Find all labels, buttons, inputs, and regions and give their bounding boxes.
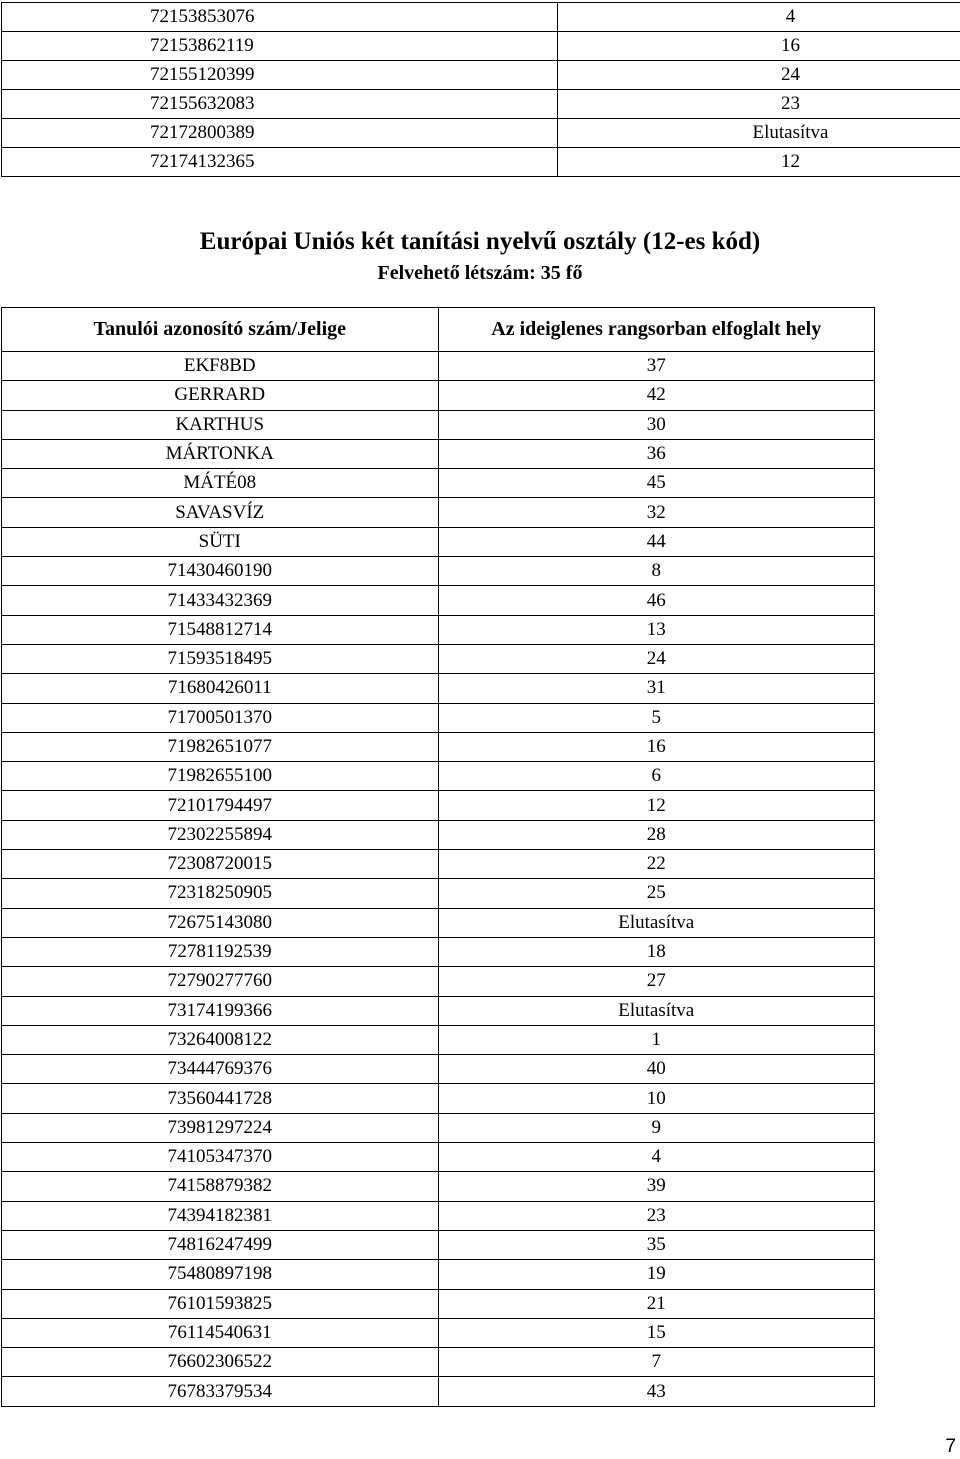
rank-cell: 4	[438, 1143, 875, 1172]
rank-cell: 45	[438, 469, 875, 498]
header-id-cell: Tanulói azonosító szám/Jelige	[2, 308, 439, 352]
student-id-cell: 72155632083	[2, 90, 558, 119]
student-id-cell: 72153853076	[2, 3, 558, 32]
rank-cell: 23	[438, 1201, 875, 1230]
student-id-cell: 74105347370	[2, 1143, 439, 1172]
rank-cell: 40	[438, 1055, 875, 1084]
student-id-cell: 71430460190	[2, 557, 439, 586]
table-row	[2, 908, 875, 937]
student-id-cell: SÜTI	[2, 527, 439, 556]
student-id-cell: 72308720015	[2, 850, 439, 879]
main-ranking-table	[1, 307, 875, 1407]
rank-cell: 8	[438, 557, 875, 586]
rank-cell: 21	[438, 1289, 875, 1318]
student-id-cell: 71433432369	[2, 586, 439, 615]
table-row	[2, 1230, 875, 1259]
rank-cell: 19	[438, 1260, 875, 1289]
student-id-cell: 73174199366	[2, 996, 439, 1025]
rank-cell: 18	[438, 937, 875, 966]
rank-cell: 43	[438, 1377, 875, 1406]
rank-cell: 39	[438, 1172, 875, 1201]
student-id-cell: 71680426011	[2, 674, 439, 703]
rank-cell: 25	[438, 879, 875, 908]
table-row	[2, 1113, 875, 1142]
top-ranking-table	[1, 2, 960, 177]
rank-cell: 27	[438, 967, 875, 996]
student-id-cell: 72675143080	[2, 908, 439, 937]
table-row	[2, 527, 875, 556]
rank-cell: 6	[438, 762, 875, 791]
section-subtitle: Felvehető létszám: 35 fő	[377, 262, 583, 284]
table-row	[2, 967, 875, 996]
rank-cell: 31	[438, 674, 875, 703]
table-row	[2, 1143, 875, 1172]
table-row	[2, 32, 960, 61]
rank-cell: 9	[438, 1113, 875, 1142]
table-row	[2, 410, 875, 439]
student-id-cell: 76114540631	[2, 1318, 439, 1347]
rank-cell: 30	[438, 410, 875, 439]
student-id-cell: 74158879382	[2, 1172, 439, 1201]
table-row	[2, 1172, 875, 1201]
main-table-header	[2, 308, 875, 352]
table-row	[2, 850, 875, 879]
rank-cell: 37	[438, 352, 875, 381]
header-row	[2, 308, 875, 352]
student-id-cell: 73264008122	[2, 1025, 439, 1054]
rank-cell: 12	[438, 791, 875, 820]
rank-cell: 42	[438, 381, 875, 410]
student-id-cell: 74394182381	[2, 1201, 439, 1230]
student-id-cell: 71982651077	[2, 732, 439, 761]
table-row	[2, 586, 875, 615]
table-row	[2, 1260, 875, 1289]
table-row	[2, 1348, 875, 1377]
table-row	[2, 352, 875, 381]
table-row	[2, 674, 875, 703]
table-row	[2, 1377, 875, 1406]
student-id-cell: KARTHUS	[2, 410, 439, 439]
student-id-cell: 72153862119	[2, 32, 558, 61]
student-id-cell: SAVASVÍZ	[2, 498, 439, 527]
table-row	[2, 557, 875, 586]
table-row	[2, 703, 875, 732]
table-row	[2, 1289, 875, 1318]
table-row	[2, 937, 875, 966]
header-rank-cell: Az ideiglenes rangsorban elfoglalt hely	[438, 308, 875, 352]
rank-cell: 28	[438, 820, 875, 849]
rank-cell: 7	[438, 1348, 875, 1377]
student-id-cell: 73560441728	[2, 1084, 439, 1113]
table-row	[2, 820, 875, 849]
rank-cell: 5	[438, 703, 875, 732]
student-id-cell: GERRARD	[2, 381, 439, 410]
student-id-cell: 72174132365	[2, 148, 558, 177]
rank-cell: 16	[558, 32, 960, 61]
table-row	[2, 615, 875, 644]
rank-cell: 46	[438, 586, 875, 615]
rank-cell: 15	[438, 1318, 875, 1347]
table-row	[2, 1201, 875, 1230]
table-row	[2, 61, 960, 90]
table-row	[2, 1318, 875, 1347]
table-row	[2, 381, 875, 410]
rank-cell: Elutasítva	[558, 119, 960, 148]
page-number: 7	[945, 1436, 956, 1457]
table-row	[2, 762, 875, 791]
student-id-cell: 76602306522	[2, 1348, 439, 1377]
student-id-cell: 72172800389	[2, 119, 558, 148]
student-id-cell: 73981297224	[2, 1113, 439, 1142]
student-id-cell: 72155120399	[2, 61, 558, 90]
rank-cell: 24	[558, 61, 960, 90]
student-id-cell: 71982655100	[2, 762, 439, 791]
main-table-body	[2, 352, 875, 1407]
student-id-cell: 72302255894	[2, 820, 439, 849]
rank-cell: 1	[438, 1025, 875, 1054]
student-id-cell: EKF8BD	[2, 352, 439, 381]
table-row	[2, 732, 875, 761]
rank-cell: 23	[558, 90, 960, 119]
table-row	[2, 791, 875, 820]
rank-cell: 13	[438, 615, 875, 644]
rank-cell: 32	[438, 498, 875, 527]
table-row	[2, 469, 875, 498]
rank-cell: 24	[438, 644, 875, 673]
table-row	[2, 879, 875, 908]
student-id-cell: 76783379534	[2, 1377, 439, 1406]
student-id-cell: 72101794497	[2, 791, 439, 820]
table-row	[2, 1025, 875, 1054]
rank-cell: 36	[438, 439, 875, 468]
table-row	[2, 498, 875, 527]
student-id-cell: 76101593825	[2, 1289, 439, 1318]
student-id-cell: 72781192539	[2, 937, 439, 966]
rank-cell: Elutasítva	[438, 908, 875, 937]
student-id-cell: 72318250905	[2, 879, 439, 908]
rank-cell: 10	[438, 1084, 875, 1113]
student-id-cell: 71700501370	[2, 703, 439, 732]
rank-cell: 4	[558, 3, 960, 32]
table-row	[2, 1055, 875, 1084]
table-row	[2, 90, 960, 119]
student-id-cell: MÁTÉ08	[2, 469, 439, 498]
student-id-cell: 71548812714	[2, 615, 439, 644]
rank-cell: 35	[438, 1230, 875, 1259]
student-id-cell: MÁRTONKA	[2, 439, 439, 468]
table-row	[2, 439, 875, 468]
rank-cell: 16	[438, 732, 875, 761]
student-id-cell: 74816247499	[2, 1230, 439, 1259]
table-row	[2, 3, 960, 32]
student-id-cell: 72790277760	[2, 967, 439, 996]
rank-cell: 44	[438, 527, 875, 556]
rank-cell: 22	[438, 850, 875, 879]
rank-cell: 12	[558, 148, 960, 177]
table-row	[2, 119, 960, 148]
table-row	[2, 644, 875, 673]
table-row	[2, 996, 875, 1025]
rank-cell: Elutasítva	[438, 996, 875, 1025]
table-row	[2, 148, 960, 177]
student-id-cell: 71593518495	[2, 644, 439, 673]
table-row	[2, 1084, 875, 1113]
top-table-body	[2, 3, 960, 177]
student-id-cell: 75480897198	[2, 1260, 439, 1289]
student-id-cell: 73444769376	[2, 1055, 439, 1084]
section-title: Európai Uniós két tanítási nyelvű osztály (12-es kód)	[199, 228, 761, 255]
